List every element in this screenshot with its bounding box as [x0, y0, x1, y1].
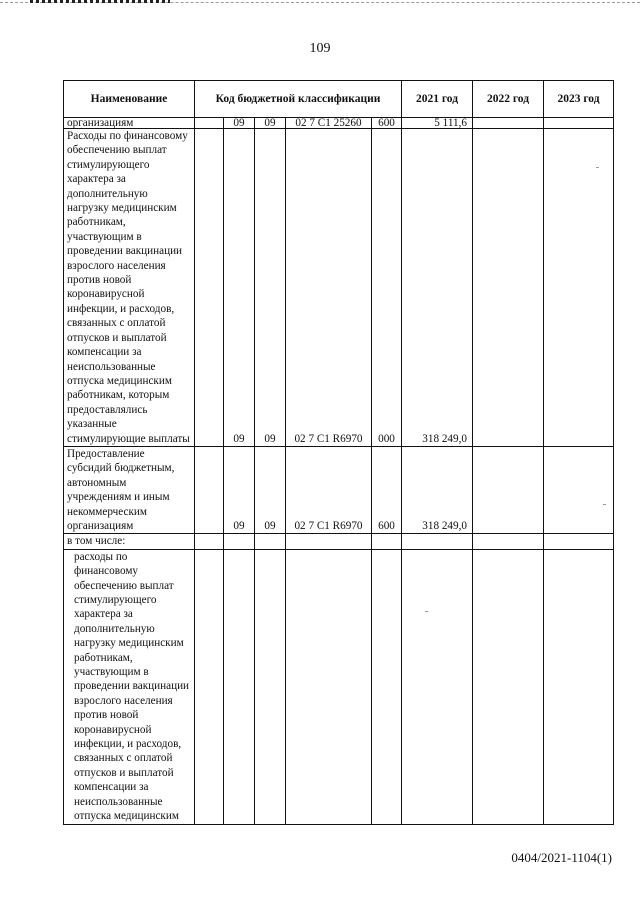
row-subsection: 09 [255, 129, 286, 447]
row-expense-type [372, 534, 402, 549]
row-target: 02 7 С1 R6970 [286, 446, 372, 533]
scan-speck [603, 504, 606, 505]
row-target: 02 7 С1 25260 [286, 118, 372, 129]
row-section: 09 [224, 129, 255, 447]
row-target [286, 549, 372, 824]
row-ministry [195, 534, 224, 549]
row-name: расходы по финансовому обеспечению выплат стимулирующего характера за дополнительную нагрузку медицинским работникам, участвующим в проведении вакцинации взрослого населения против новой коронавирусной инфекции, и расходов, связанных с оплатой отпусков и выплатой компенсации за неиспользованные отпуска медицинским [64, 549, 195, 824]
table-row [64, 118, 614, 129]
row-expense-type [372, 549, 402, 824]
table-row [64, 549, 614, 824]
row-name: в том числе: [64, 534, 195, 549]
document-id: 0404/2021-1104(1) [511, 850, 612, 865]
row-value-2023 [544, 446, 614, 533]
table-row [64, 129, 614, 447]
scan-speck [425, 611, 428, 612]
row-value-2023 [544, 118, 614, 129]
row-ministry [195, 118, 224, 129]
row-value-2021: 5 111,6 [402, 118, 473, 129]
row-expense-type: 600 [372, 118, 402, 129]
row-subsection: 09 [255, 446, 286, 533]
row-section: 09 [224, 446, 255, 533]
table-header-row [64, 81, 614, 118]
row-subsection: 09 [255, 118, 286, 129]
page-number: 109 [309, 41, 331, 56]
row-section [224, 549, 255, 824]
row-ministry [195, 129, 224, 447]
row-section: 09 [224, 118, 255, 129]
budget-table [63, 80, 614, 825]
row-subsection [255, 549, 286, 824]
row-expense-type: 600 [372, 446, 402, 533]
row-name: Расходы по финансовому обеспечению выплат стимулирующего характера за дополнительную нагрузку медицинским работникам, участвующим в проведении вакцинации взрослого населения против новой коронавирусной инфекции, и расходов, связанных с оплатой отпусков и выплатой компенсации за неиспользованные отпуска медицинским работникам, которым предоставлялись указанные стимулирующие выплаты [64, 129, 195, 447]
row-value-2022 [473, 118, 544, 129]
header-year-2022: 2022 год [473, 81, 544, 118]
row-value-2022 [473, 446, 544, 533]
row-value-2022 [473, 534, 544, 549]
row-value-2022 [473, 549, 544, 824]
top-edge-rule [0, 0, 640, 5]
row-ministry [195, 446, 224, 533]
table-row [64, 534, 614, 549]
table-row [64, 446, 614, 533]
row-expense-type: 000 [372, 129, 402, 447]
row-ministry [195, 549, 224, 824]
row-target [286, 534, 372, 549]
header-budget-code: Код бюджетной классификации [195, 81, 402, 118]
row-value-2021: 318 249,0 [402, 129, 473, 447]
row-value-2023 [544, 129, 614, 447]
row-value-2023 [544, 534, 614, 549]
row-subsection [255, 534, 286, 549]
header-year-2021: 2021 год [402, 81, 473, 118]
row-value-2022 [473, 129, 544, 447]
row-section [224, 534, 255, 549]
row-value-2021 [402, 534, 473, 549]
row-name: Предоставление субсидий бюджетным, автономным учреждениям и иным некоммерческим организациям [64, 446, 195, 533]
row-value-2021 [402, 549, 473, 824]
row-name: организациям [64, 118, 195, 129]
scan-speck [596, 167, 599, 168]
row-value-2021: 318 249,0 [402, 446, 473, 533]
header-name: Наименование [64, 81, 195, 118]
header-year-2023: 2023 год [544, 81, 614, 118]
row-value-2023 [544, 549, 614, 824]
row-target: 02 7 С1 R6970 [286, 129, 372, 447]
